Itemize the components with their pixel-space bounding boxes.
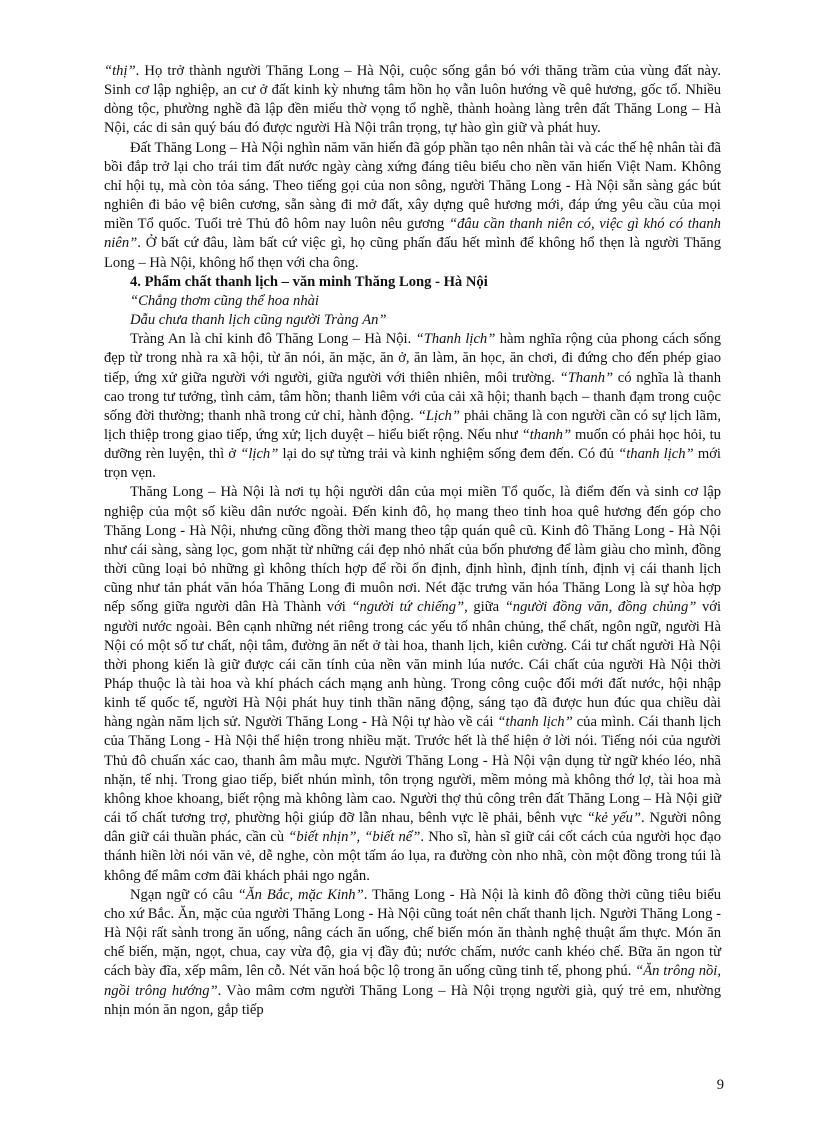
verse-line [104,311,721,330]
text-run: có nghĩa là thanh cao trong tư tưởng, tình cảm, tâm hồn; thanh liêm với của cải xã hội; thanh bạch – thanh đạm trong cuộc sống đời thường; thanh nhã trong cử chỉ, hành động. [104,369,721,424]
text-run: Tràng An là chỉ kinh đô Thăng Long – Hà Nội. [130,331,416,348]
italic-quote: “kẻ yếu” [586,810,642,827]
italic-quote: “thị” [104,63,136,79]
text-run: 4. Phẩm chất thanh lịch – văn minh Thăng Long - Hà Nội [130,273,488,290]
text-run: Thăng Long – Hà Nội là nơi tụ hội người dân của mọi miền Tổ quốc, là điểm đến và sinh cơ lập nghiệp của một số kiều dân nước ngoài. Đến kinh đô, họ mang theo tinh hoa quê hương đến góp cho Thăng Long - Hà Nội, nhưng cũng đồng thời mang theo tập quán quê cũ. Kinh đô Thăng Long - Hà Nội như cái sàng, sàng lọc, gom nhặt từ những cái đẹp nhỏ nhất của bốn phương để làm giàu cho mình, đồng thời cũng loại bỏ những gì không thích hợp để rồi ổn định, định hình, định tính, định vị cái thanh lịch cũng như tản phát văn hóa Thăng Long đi muôn nơi. Nét đặc trưng văn hóa Thăng Long là sự hòa hợp nếp sống giữa người dân Hà Thành với [104,484,721,616]
italic-quote: “Lịch” [417,407,460,424]
body-text [104,62,721,1020]
text-run: của mình. Cái thanh lịch của Thăng Long - Hà Nội thể hiện trong nhiều mặt. Trước hết là thể hiện ở lời nói. Tiếng nói của người Thủ đô chuẩn xác cao, thanh âm mẫu mực. Người Thăng Long - Hà Nội vận dụng từ ngữ khéo léo, nhã nhặn, tế nhị. Trong giao tiếp, biết nhún mình, tôn trọng người, mềm mỏng mà không thớ lợ, tài hoa mà không khoe khoang, biết rộng mà không làm cao. Người thợ thủ công trên đất Thăng Long – Hà Nội giữ cái tố chất tương trợ, phường hội giúp đỡ lẫn nhau, bênh vực lẽ phải, bênh vực [104,714,721,827]
text-run: . Thăng Long - Hà Nội là kinh đô đồng thời cũng tiêu biểu cho xứ Bắc. Ăn, mặc của người Thăng Long - Hà Nội cũng toát nên chất thanh lịch. Người Thăng Long - Hà Nội rất sành trong ăn uống, nâng cách ăn uống, chế biến món ăn thành nghệ thuật ẩm thực. Món ăn chế biến, mặn, ngọt, chua, cay vừa độ, gia vị đầy đủ; nước chấm, nước canh khéo chế. Bữa ăn ngon từ cách bày đĩa, xếp mâm, lên cỗ. Nét văn hoá bộc lộ trong ăn uống cũng tinh tế, phong phú. [104,886,722,980]
paragraph [104,886,721,1020]
italic-quote: “đâu cần thanh niên có, việc gì khó có thanh niên” [104,216,721,252]
paragraph [104,139,721,273]
italic-quote: “Thanh lịch” [415,331,496,348]
text-run: . Người nông dân giữ cái thuần phác, cần cù [104,810,721,846]
text-run: . Vào mâm cơm người Thăng Long – Hà Nội trọng người già, quý trẻ em, nhường nhịn món ăn ngon, gắp tiếp [104,982,721,1018]
text-run: Dẫu chưa thanh lịch cũng người Tràng An” [130,312,387,329]
italic-quote: “biết nhịn”, “biết nể” [288,829,421,846]
italic-quote: “thanh lịch” [497,714,573,731]
text-run: “Chẳng thơm cũng thể hoa nhài [130,292,319,309]
text-run: . Họ trở thành người Thăng Long – Hà Nội, cuộc sống gắn bó với thăng trầm của vùng đất này. Sinh cơ lập nghiệp, an cư ở đất kinh kỳ nhưng tâm hồn họ vẫn luôn hướng về quê hương, gốc tổ. Nhiều dòng tộc, phường nghề đã lập đền miếu thờ vọng tổ nghề, thành hoàng làng trên đất Thăng Long – Hà Nội, các di sản quý báu đó được người Hà Nội trân trọng, tự hào gìn giữ và phát huy. [104,63,721,137]
verse-line [104,292,721,311]
italic-quote: “thanh” [521,426,572,443]
text-run: phải chăng là con người cần có sự lịch lãm, lịch thiệp trong giao tiếp, ứng xử; lịch duyệt – hiểu biết rộng. Nếu như [104,407,721,443]
text-run: Đất Thăng Long – Hà Nội nghìn năm văn hiến đã góp phần tạo nên nhân tài và các thế hệ nhân tài đã bồi đắp trở lại cho trái tim đất nước ngày càng xứng đáng tiêu biểu cho nền văn hiến Việt Nam. Không chỉ hội tụ, mà còn tỏa sáng. Theo tiếng gọi của non sông, người Thăng Long - Hà Nội sẵn sàng gác bút nghiên đi bảo vệ biên cương, sẵn sàng đi mở đất, xây dựng quê hương mới, đáp ứng yêu cầu của mọi miền Tổ quốc. Tuổi trẻ Thủ đô hôm nay luôn nêu gương [104,139,722,233]
text-run: hàm nghĩa rộng của phong cách sống đẹp từ trong nhà ra xã hội, từ ăn nói, ăn mặc, ăn ở, ăn làm, ăn học, ăn chơi, đi đứng cho đến phép giao tiếp, ứng xử giữa người với người, giữa người với thiên nhiên, môi trường. [104,331,722,386]
page-number: 9 [716,1077,724,1093]
text-run: Ngạn ngữ có câu [130,886,238,903]
text-run: muốn có phải học hỏi, tu dưỡng rèn luyện, thì ở [104,426,721,463]
text-run: . Nho sĩ, hàn sĩ giữ cái cốt cách của người học đạo thánh hiền lời nói văn vẻ, dễ nghe, còn một tấm áo lụa, ra đường còn nho nhã, còn một đồng trong túi là không để mâm cơm đãi khách phải ngo ngắn. [104,829,722,884]
italic-quote: “Ăn Bắc, mặc Kinh” [237,886,364,903]
text-run: . Ở bất cứ đâu, làm bất cứ việc gì, họ cũng phấn đấu hết mình để không hổ thẹn là người Thăng Long – Hà Nội, không hổ thẹn với cha ông. [104,235,721,271]
italic-quote: “người tứ chiếng” [351,599,465,616]
paragraph [104,330,721,483]
italic-quote: “Ăn trông nồi, ngồi trông hướng” [104,963,722,999]
italic-quote: “lịch” [240,446,279,463]
text-run: mới trọn vẹn. [104,446,721,482]
text-run: , giữa [464,599,505,616]
paragraph [104,483,721,885]
text-run: lại do sự từng trải và kinh nghiệm sống đem đến. Có đủ [278,446,619,463]
paragraph [104,62,721,139]
italic-quote: “thanh lịch” [618,446,694,463]
text-run: với người nước ngoài. Bên cạnh những nét riêng trong các yếu tố nhân chủng, thể chất, ngôn ngữ, người Hà Nội có một số tư chất, nội tâm, đường ăn nết ở tài hoa, thanh lịch, kiên cường. Cái tư chất người Hà Nội thời phong kiến là giữ được cái căn tính của nền văn minh lúa nước. Cái chất của người Hà Nội thời Pháp thuộc là tài hoa và khí phách cách mạng anh hùng. Trong công cuộc đổi mới đất nước, hội nhập kinh tế quốc tế, người Hà Nội phát huy tinh thần năng động, sáng tạo đã được hun đúc qua chiều dài hàng ngàn năm lịch sử. Người Thăng Long - Hà Nội tự hào về cái [104,599,722,731]
italic-quote: “người đồng văn, đồng chủng” [504,599,697,616]
section-heading [104,273,721,292]
italic-quote: “Thanh” [559,369,614,386]
